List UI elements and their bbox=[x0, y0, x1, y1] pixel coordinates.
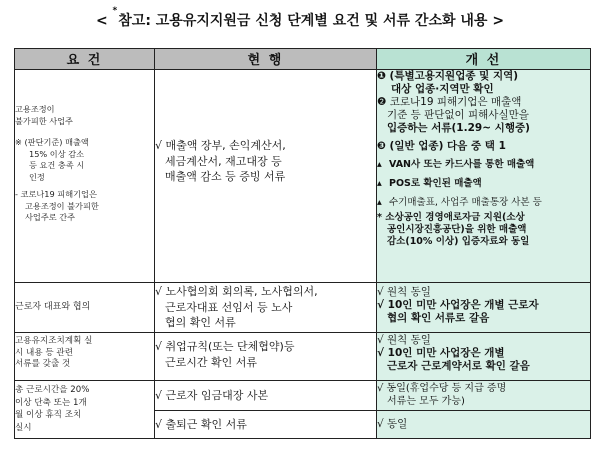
improvement-cell bbox=[377, 70, 591, 283]
text-line: 등 요건 충족 시 bbox=[29, 160, 85, 170]
title-right-mark: > bbox=[492, 13, 505, 29]
current-cell bbox=[155, 411, 377, 439]
text-line: 사업주로 간주 bbox=[25, 212, 76, 222]
text-line: 입증하는 서류(1.29~ 시행중) bbox=[387, 122, 530, 134]
improvement-cell bbox=[377, 381, 591, 411]
text-line: 실시 bbox=[15, 422, 32, 433]
improvement-cell bbox=[377, 333, 591, 381]
page-title bbox=[0, 6, 600, 30]
text-line: 고용조정이 불가피한 bbox=[25, 200, 99, 211]
text-line: √ 노사협의회 회의록, 노사협의서, bbox=[155, 285, 318, 298]
text-line: 월 이상 휴직 조치 bbox=[15, 410, 82, 420]
text-line: 고용조정이 bbox=[15, 104, 55, 114]
table-row bbox=[15, 381, 591, 411]
text-line: 근로자 대표와 협의 bbox=[15, 301, 91, 312]
text-line: ※ (판단기준) 매출액 bbox=[15, 137, 89, 147]
text-line: * 소상공인 경영애로자금 지원(소상 bbox=[377, 212, 525, 223]
table-row bbox=[15, 70, 591, 283]
header-improvement: 개 선 bbox=[377, 49, 591, 70]
text-line: 서류는 모두 가능) bbox=[387, 396, 465, 407]
header-row bbox=[15, 49, 591, 70]
text-line: 감소(10% 이상) 입증자료와 동일 bbox=[387, 236, 530, 247]
text-line: √ 동일 bbox=[377, 418, 408, 430]
text-line: 총 근로시간을 20% bbox=[15, 385, 90, 395]
requirement-cell bbox=[15, 70, 155, 283]
text-line: √ 10인 미만 사업장은 개별 bbox=[377, 347, 505, 359]
text-line: 매출액 감소 등 증빙 서류 bbox=[165, 170, 286, 183]
requirement-cell bbox=[15, 381, 155, 439]
improvement-cell bbox=[377, 283, 591, 333]
text-line: 서류를 갖출 것 bbox=[15, 359, 71, 369]
option-item: ▴ POS로 확인된 매출액 bbox=[377, 178, 482, 189]
text-line: 근로자 근로계약서로 확인 갈음 bbox=[387, 360, 530, 372]
title-asterisk: * bbox=[112, 6, 118, 16]
text-line: √ 매출액 장부, 손익계산서, bbox=[155, 139, 286, 152]
text-line: - 코로나19 피해기업은 bbox=[15, 189, 97, 199]
text-line: √ 원칙 동일 bbox=[377, 286, 431, 298]
triangle-bullet-icon: ▴ bbox=[377, 178, 382, 189]
text-line: 근로시간 확인 서류 bbox=[165, 355, 258, 369]
text-line: 대상 업종·지역만 확인 bbox=[391, 83, 494, 95]
text-line: √ 동일(휴업수당 등 지급 증명 bbox=[377, 383, 507, 394]
text-line: 15% 이상 감소 bbox=[29, 148, 85, 159]
requirement-cell bbox=[15, 333, 155, 381]
current-cell bbox=[155, 283, 377, 333]
requirement-cell bbox=[15, 283, 155, 333]
header-requirement: 요 건 bbox=[15, 49, 155, 70]
current-cell bbox=[155, 70, 377, 283]
triangle-bullet-icon: ▴ bbox=[377, 159, 382, 170]
text-line: ❷ 코로나19 피해기업은 매출액 bbox=[377, 96, 522, 108]
title-text: 참고: 고용유지지원금 신청 단계별 요건 및 서류 간소화 내용 bbox=[118, 13, 488, 29]
header-current: 현 행 bbox=[155, 49, 377, 70]
option-item: ▴ VAN사 또는 카드사를 통한 매출액 bbox=[377, 159, 535, 170]
text-line: √ 근로자 임금대장 사본 bbox=[155, 388, 269, 402]
table-row bbox=[15, 283, 591, 333]
text-line: √ 원칙 동일 bbox=[377, 334, 431, 346]
current-cell bbox=[155, 381, 377, 411]
text-line: 근로자대표 선임서 등 노사 bbox=[165, 300, 293, 314]
text-line: ❸ (일반 업종) 다음 중 택 1 bbox=[377, 140, 506, 152]
text-line: 기준 등 판단없이 피해사실만을 bbox=[387, 109, 529, 121]
triangle-bullet-icon: ▴ bbox=[377, 197, 382, 208]
text-line: ❶ (특별고용지원업종 및 지역) bbox=[377, 70, 519, 82]
option-item: ▴ 수기매출표, 사업주 매출통장 사본 등 bbox=[377, 197, 542, 208]
text-line: 인정 bbox=[29, 171, 45, 182]
text-line: 세금계산서, 재고대장 등 bbox=[165, 154, 282, 168]
text-line: 이상 단축 또는 1개 bbox=[15, 397, 87, 408]
title-left-mark: < bbox=[95, 13, 108, 29]
text-line: √ 10인 미만 사업장은 개별 근로자 bbox=[377, 299, 539, 311]
text-line: 협의 확인 서류 bbox=[165, 316, 236, 329]
table-row bbox=[15, 333, 591, 381]
text-line: 시 내용 등 관련 bbox=[15, 347, 74, 358]
comparison-table bbox=[14, 48, 591, 439]
improvement-cell bbox=[377, 411, 591, 439]
text-line: 협의 확인 서류로 갈음 bbox=[387, 312, 490, 324]
text-line: 불가피한 사업주 bbox=[15, 115, 73, 126]
text-line: 고용유지조치계획 실 bbox=[15, 336, 93, 346]
current-cell bbox=[155, 333, 377, 381]
text-line: 공인시장진흥공단)을 위한 매출액 bbox=[387, 224, 527, 235]
text-line: √ 취업규칙(또는 단체협약)등 bbox=[155, 340, 295, 353]
text-line: √ 출퇴근 확인 서류 bbox=[155, 417, 247, 431]
